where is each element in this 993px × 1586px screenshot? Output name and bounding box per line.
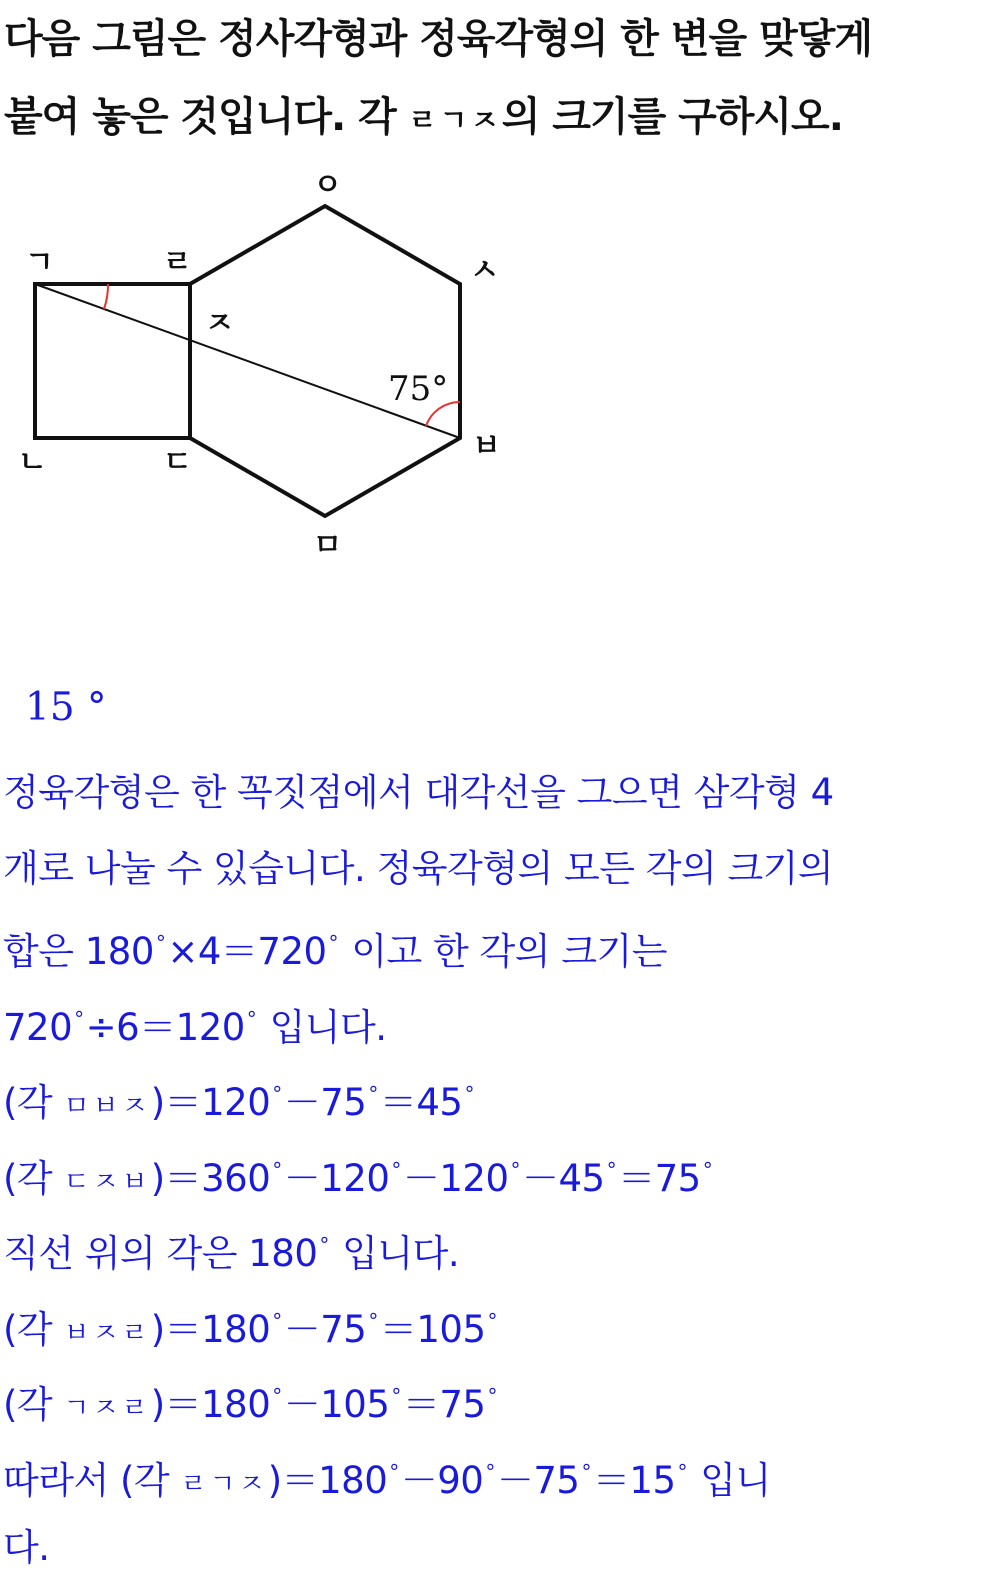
angle-name: ㄹㄱㅈ	[408, 103, 502, 137]
solution-line-2: 개로 나눌 수 있습니다. 정육각형의 모든 각의 크기의	[3, 846, 834, 890]
degree-sign: °	[510, 1157, 521, 1182]
degree-sign: °	[391, 1157, 401, 1182]
solution-line-6	[3, 1133, 988, 1209]
degree-sign: °	[368, 1082, 378, 1106]
solution-text: 입니다.	[342, 1232, 460, 1275]
solution-line-5	[3, 1057, 988, 1133]
solution-text: －90	[400, 1458, 484, 1502]
degree-sign: °	[328, 931, 339, 955]
degree-sign: °	[485, 1459, 495, 1484]
degree-sign: °	[391, 1384, 401, 1408]
solution-line-4	[3, 982, 988, 1058]
question-text-part: 붙여 놓은 것입니다. 각	[4, 94, 409, 140]
regular-hexagon	[190, 206, 460, 516]
solution-text: )＝180	[267, 1458, 388, 1502]
label-o: ㅇ	[313, 168, 342, 203]
solution-text: ÷6＝120	[85, 1005, 245, 1049]
label-j: ㅈ	[205, 306, 234, 341]
solution-text: －120	[402, 1156, 509, 1200]
solution-text: (각	[3, 1156, 64, 1200]
question-line-2	[4, 78, 989, 159]
solution	[3, 755, 988, 1586]
angle-label-75: 75°	[388, 369, 449, 409]
square	[35, 284, 190, 438]
solution-text: 입니다.	[269, 1005, 387, 1049]
solution-line-3	[3, 906, 988, 982]
degree-sign: °	[246, 1006, 257, 1031]
angle-arc-rgj	[104, 284, 108, 309]
solution-text: 720	[3, 1005, 73, 1049]
solution-text: ×4＝720	[167, 930, 327, 973]
label-s: ㅅ	[470, 253, 499, 288]
solution-text: －45	[522, 1156, 605, 1200]
degree-sign: °	[74, 1006, 84, 1031]
label-d: ㄷ	[163, 445, 192, 480]
solution-text: (각	[3, 1081, 64, 1124]
label-r: ㄹ	[163, 245, 192, 280]
degree-sign: °	[389, 1459, 399, 1484]
answer: 15 °	[25, 685, 107, 730]
degree-sign: °	[581, 1459, 591, 1484]
solution-line-11: 다.	[3, 1526, 50, 1569]
solution-text: －75	[283, 1081, 367, 1124]
solution-text: )＝180	[150, 1307, 271, 1351]
solution-text: －105	[283, 1383, 390, 1426]
solution-line-8	[3, 1284, 988, 1360]
geometry-figure	[0, 150, 560, 570]
degree-sign: °	[464, 1082, 474, 1106]
degree-sign: °	[272, 1384, 282, 1408]
degree-sign: °	[677, 1459, 688, 1484]
degree-sign: °	[155, 931, 166, 955]
solution-line-1: 정육각형은 한 꼭짓점에서 대각선을 그으면 삼각형 4	[3, 771, 834, 814]
solution-text: ＝15	[592, 1458, 676, 1502]
label-b: ㅂ	[472, 429, 501, 464]
degree-sign: °	[272, 1157, 282, 1182]
label-m: ㅁ	[313, 528, 342, 563]
question-line-1: 다음 그림은 정사각형과 정육각형의 한 변을 맞닿게	[4, 16, 872, 62]
solution-text: 따라서 (각	[3, 1458, 181, 1502]
degree-sign: °	[368, 1308, 378, 1333]
solution-line-10	[3, 1435, 988, 1511]
angle-name: ㅂㅈㄹ	[63, 1317, 151, 1349]
solution-text: 직선 위의 각은 180	[3, 1232, 318, 1275]
solution-text: 입니	[700, 1458, 771, 1502]
solution-text: )＝120	[150, 1081, 271, 1124]
angle-name: ㄷㅈㅂ	[63, 1166, 151, 1198]
angle-name: ㅁㅂㅈ	[63, 1091, 151, 1122]
degree-sign: °	[319, 1233, 329, 1257]
degree-sign: °	[272, 1308, 282, 1333]
label-g: ㄱ	[25, 245, 54, 280]
solution-text: ＝75	[618, 1156, 701, 1200]
solution-text: )＝180	[150, 1383, 271, 1426]
solution-text: ＝105	[379, 1307, 486, 1351]
angle-name: ㄹㄱㅈ	[180, 1468, 268, 1500]
solution-line-7	[3, 1208, 988, 1284]
solution-text: －75	[496, 1458, 580, 1502]
label-n: ㄴ	[18, 445, 47, 480]
solution-text: －75	[283, 1307, 367, 1351]
solution-text: )＝360	[150, 1156, 271, 1200]
question-text-part: 의 크기를 구하시오.	[501, 94, 843, 140]
degree-sign: °	[606, 1157, 617, 1182]
degree-sign: °	[487, 1384, 497, 1408]
degree-sign: °	[702, 1157, 713, 1182]
solution-line-9	[3, 1359, 988, 1435]
degree-sign: °	[272, 1082, 282, 1106]
degree-sign: °	[487, 1308, 497, 1333]
solution-text: ＝75	[402, 1383, 486, 1426]
solution-text: (각	[3, 1383, 64, 1426]
solution-text: 이고 한 각의 크기는	[351, 930, 668, 973]
solution-text: ＝45	[379, 1081, 463, 1124]
solution-text: －120	[283, 1156, 390, 1200]
question-text	[4, 0, 989, 159]
solution-text: (각	[3, 1307, 64, 1351]
segment-g-b	[35, 284, 460, 438]
solution-text: 합은 180	[3, 930, 154, 973]
angle-name: ㄱㅈㄹ	[63, 1393, 151, 1424]
